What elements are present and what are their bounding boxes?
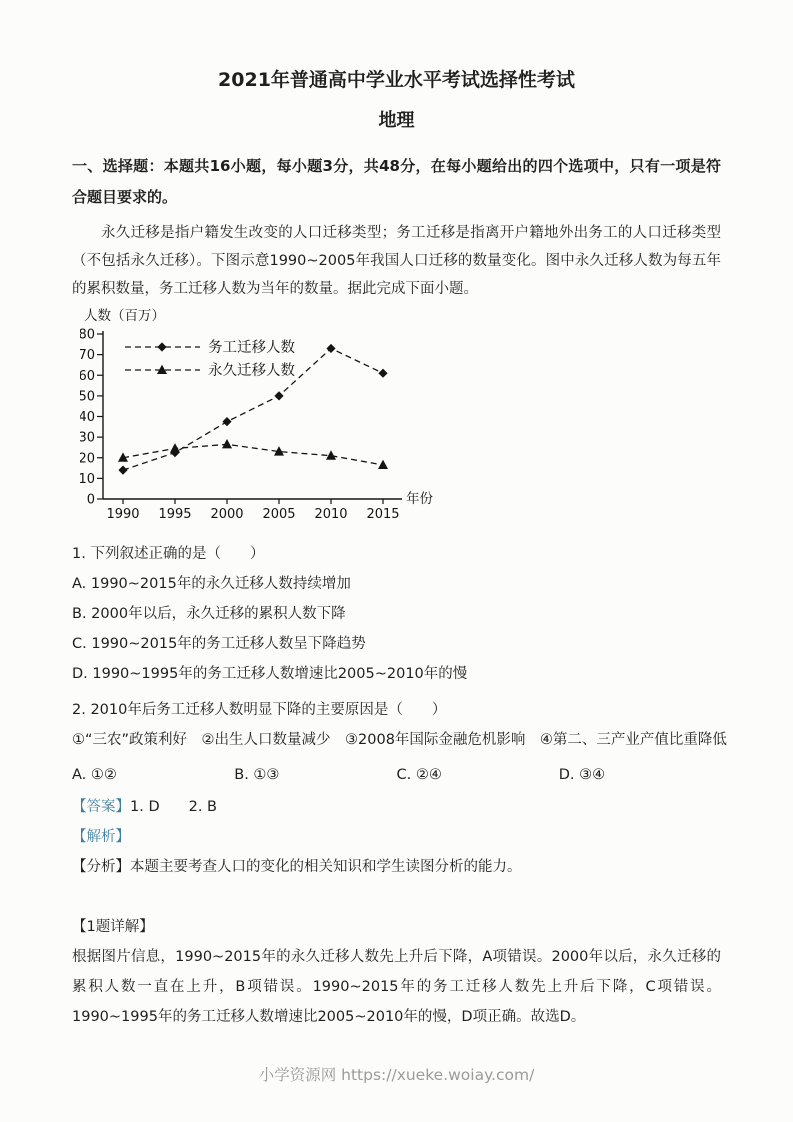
subject-title: 地理 (378, 110, 415, 131)
svg-text:2010: 2010 (314, 507, 348, 522)
svg-text:0: 0 (86, 492, 95, 508)
site-footer: 小学资源网 https://xueke.woiay.com/ (258, 1066, 535, 1084)
answer-label: 【答案】 (72, 799, 130, 815)
svg-text:60: 60 (80, 368, 95, 384)
section-header: 一、选择题：本题共16小题，每小题3分，共48分，在每小题给出的四个选项中，只有一项是符合题目要求的。 (72, 157, 721, 206)
answer-values: 1. D 2. B (130, 799, 217, 815)
question-2-option-a: A. ①② (72, 767, 117, 783)
svg-text:30: 30 (80, 430, 95, 446)
svg-text:2005: 2005 (262, 507, 296, 522)
question-1-option-d: D. 1990~1995年的务工迁移人数增速比2005~2010年的慢 (72, 666, 468, 682)
intro-paragraph: 永久迁移是指户籍发生改变的人口迁移类型；务工迁移是指离开户籍地外出务工的人口迁移类型（不包括永久迁移）。下图示意1990~2005年我国人口迁移的数量变化。图中永久迁移人数为每五年的累积数量，务工迁移人数为当年的数量。据此完成下面小题。 (72, 225, 721, 297)
question-1-option-a: A. 1990~2015年的永久迁移人数持续增加 (72, 576, 351, 592)
question-1-option-c: C. 1990~2015年的务工迁移人数呈下降趋势 (72, 636, 366, 652)
svg-text:20: 20 (80, 451, 95, 467)
question-2-stem: 2. 2010年后务工迁移人数明显下降的主要原因是（ ） (72, 702, 447, 718)
svg-text:70: 70 (80, 348, 95, 364)
question-2-option-c: C. ②④ (396, 767, 442, 783)
question-1-stem: 1. 下列叙述正确的是（ ） (72, 546, 265, 562)
question-2-option-b: B. ①③ (234, 767, 280, 783)
svg-text:40: 40 (80, 410, 95, 425)
migration-line-chart-svg (80, 307, 458, 535)
answer-line (72, 792, 721, 822)
svg-text:永久迁移人数: 永久迁移人数 (208, 363, 295, 379)
svg-text:1990: 1990 (106, 507, 140, 522)
question-2-options-row (72, 760, 721, 790)
svg-text:2000: 2000 (210, 507, 244, 522)
explanation-label: 【解析】 (72, 829, 130, 845)
question-2-option-d: D. ③④ (558, 767, 606, 783)
detail-q1-label: 【1题详解】 (72, 919, 154, 935)
analysis-line: 【分析】本题主要考查人口的变化的相关知识和学生读图分析的能力。 (72, 859, 522, 875)
svg-text:50: 50 (80, 389, 95, 405)
detail-q1-text: 根据图片信息，1990~2015年的永久迁移人数先上升后下降，A项错误。2000年以后，永久迁移的累积人数一直在上升，B项错误。1990~2015年的务工迁移人数先上升后下降，C项错误。1990~1995年的务工迁移人数增速比2005~2010年的慢，D项正确。故选D。 (72, 949, 721, 1025)
svg-text:80: 80 (80, 327, 95, 343)
question-1-option-b: B. 2000年以后，永久迁移的累积人数下降 (72, 606, 346, 622)
svg-text:务工迁移人数: 务工迁移人数 (208, 340, 295, 356)
svg-text:1995: 1995 (158, 507, 192, 522)
svg-text:2015: 2015 (366, 507, 400, 522)
svg-text:人数（百万）: 人数（百万） (84, 308, 165, 324)
svg-text:10: 10 (80, 471, 95, 487)
page-title: 2021年普通高中学业水平考试选择性考试 (218, 69, 575, 91)
question-2-statements: ①“三农”政策利好 ②出生人口数量减少 ③2008年国际金融危机影响 ④第二、三产业产值比重降低 (72, 732, 727, 748)
svg-text:年份: 年份 (406, 491, 433, 507)
explanation-header (72, 822, 721, 852)
migration-line-chart (80, 307, 721, 539)
